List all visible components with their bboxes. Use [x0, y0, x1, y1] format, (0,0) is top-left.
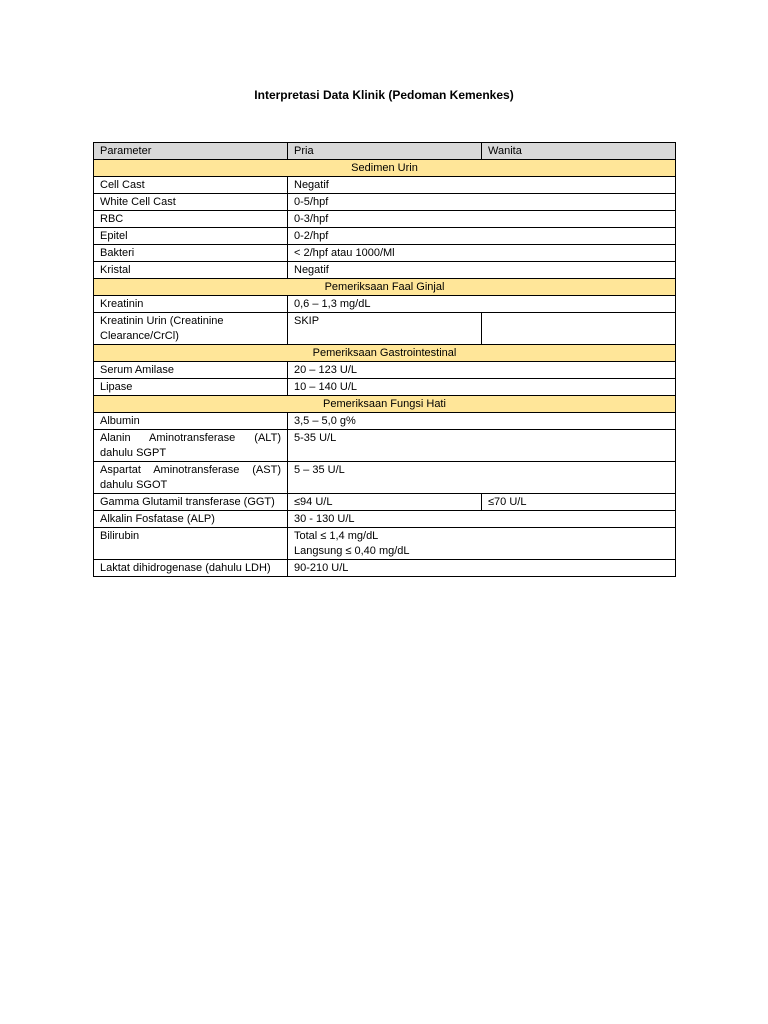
parameter-cell: Albumin: [94, 413, 288, 430]
section-title: Pemeriksaan Gastrointestinal: [94, 345, 676, 362]
value-cell: 90-210 U/L: [288, 560, 676, 577]
table-row: [94, 177, 676, 194]
parameter-cell: Aspartat Aminotransferase (AST) dahulu SGOT: [94, 462, 288, 494]
parameter-cell: Laktat dihidrogenase (dahulu LDH): [94, 560, 288, 577]
value-cell: < 2/hpf atau 1000/Ml: [288, 245, 676, 262]
header-wanita: Wanita: [482, 143, 676, 160]
parameter-cell: Epitel: [94, 228, 288, 245]
value-cell: 10 – 140 U/L: [288, 379, 676, 396]
document-title: Interpretasi Data Klinik (Pedoman Kemenkes): [254, 88, 514, 102]
table-header-row: [94, 143, 676, 160]
section-title: Sedimen Urin: [94, 160, 676, 177]
value-cell: 3,5 – 5,0 g%: [288, 413, 676, 430]
parameter-cell: Cell Cast: [94, 177, 288, 194]
value-cell: Negatif: [288, 262, 676, 279]
value-pria-cell: SKIP: [288, 313, 482, 345]
bilirubin-langsung: Langsung ≤ 0,40 mg/dL: [294, 545, 410, 557]
lab-reference-table: [93, 142, 676, 577]
header-parameter: Parameter: [94, 143, 288, 160]
table-row: [94, 494, 676, 511]
table-row: [94, 362, 676, 379]
value-wanita-cell: [482, 313, 676, 345]
value-cell: 20 – 123 U/L: [288, 362, 676, 379]
bilirubin-total: Total ≤ 1,4 mg/dL: [294, 530, 379, 542]
header-pria: Pria: [288, 143, 482, 160]
value-cell: 5 – 35 U/L: [288, 462, 676, 494]
table-row: [94, 211, 676, 228]
table-row: [94, 379, 676, 396]
value-cell: Negatif: [288, 177, 676, 194]
table-row: [94, 560, 676, 577]
table-row: [94, 262, 676, 279]
parameter-cell: Kreatinin Urin (Creatinine Clearance/CrCl): [94, 313, 288, 345]
value-cell: 30 - 130 U/L: [288, 511, 676, 528]
parameter-cell: Kreatinin: [94, 296, 288, 313]
value-cell: 0-3/hpf: [288, 211, 676, 228]
parameter-cell: Gamma Glutamil transferase (GGT): [94, 494, 288, 511]
section-row: [94, 279, 676, 296]
table-row: [94, 511, 676, 528]
section-title: Pemeriksaan Faal Ginjal: [94, 279, 676, 296]
table-row: [94, 528, 676, 560]
value-cell: 0,6 – 1,3 mg/dL: [288, 296, 676, 313]
table-row: [94, 413, 676, 430]
parameter-cell: Kristal: [94, 262, 288, 279]
parameter-cell: RBC: [94, 211, 288, 228]
value-pria-cell: ≤94 U/L: [288, 494, 482, 511]
parameter-cell: Alanin Aminotransferase (ALT) dahulu SGPT: [94, 430, 288, 462]
table-row: [94, 228, 676, 245]
parameter-cell: Bilirubin: [94, 528, 288, 560]
value-cell: 0-2/hpf: [288, 228, 676, 245]
parameter-cell: Lipase: [94, 379, 288, 396]
table-row: [94, 313, 676, 345]
value-cell: 0-5/hpf: [288, 194, 676, 211]
section-row: [94, 396, 676, 413]
parameter-cell: Alkalin Fosfatase (ALP): [94, 511, 288, 528]
value-cell: [288, 528, 676, 560]
section-row: [94, 345, 676, 362]
parameter-cell: Bakteri: [94, 245, 288, 262]
table-row: [94, 430, 676, 462]
parameter-cell: Serum Amilase: [94, 362, 288, 379]
table-row: [94, 194, 676, 211]
table-row: [94, 296, 676, 313]
section-row: [94, 160, 676, 177]
value-wanita-cell: ≤70 U/L: [482, 494, 676, 511]
parameter-cell: White Cell Cast: [94, 194, 288, 211]
table-row: [94, 245, 676, 262]
section-title: Pemeriksaan Fungsi Hati: [94, 396, 676, 413]
value-cell: 5-35 U/L: [288, 430, 676, 462]
table-row: [94, 462, 676, 494]
